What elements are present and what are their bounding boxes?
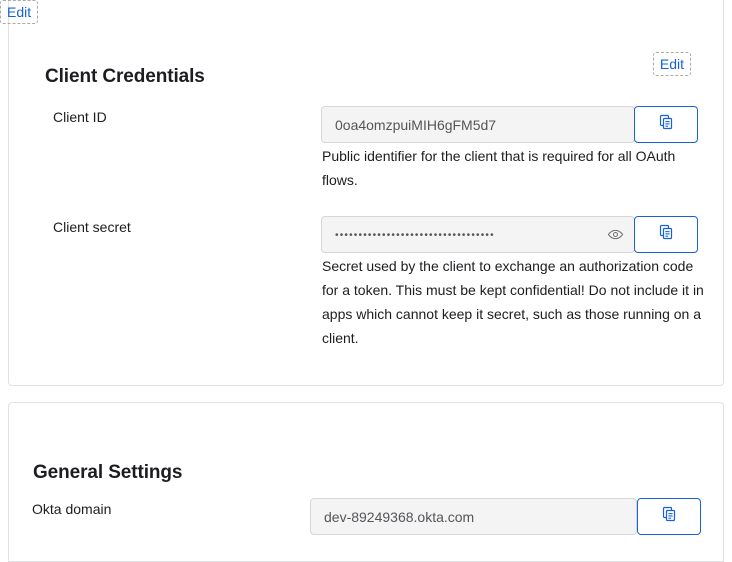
general-settings-card: [8, 402, 724, 562]
copy-icon: [661, 506, 677, 527]
card-divider: [0, 386, 732, 402]
copy-okta-domain-button[interactable]: [637, 498, 701, 535]
copy-icon: [658, 224, 674, 245]
client-id-label: Client ID: [53, 109, 107, 125]
edit-credentials-button[interactable]: Edit: [653, 52, 691, 76]
page-title: Client Credentials: [45, 65, 205, 87]
edit-general-settings-button[interactable]: Edit: [0, 0, 38, 24]
client-secret-value: ••••••••••••••••••••••••••••••••••: [335, 230, 495, 241]
okta-domain-input[interactable]: [310, 498, 637, 535]
client-secret-label: Client secret: [53, 219, 131, 235]
client-secret-input[interactable]: [321, 216, 635, 253]
okta-domain-label: Okta domain: [32, 501, 112, 517]
client-credentials-card: [8, 0, 724, 386]
copy-icon: [658, 114, 674, 135]
client-secret-help-text: Secret used by the client to exchange an authorization code for a token. This must be kept confidential! Do not include it in apps which cannot keep it secret, such as those running on a client.: [322, 258, 704, 346]
eye-icon[interactable]: [606, 226, 624, 244]
client-id-value: 0oa4omzpuiMIH6gFM5d7: [335, 116, 497, 133]
okta-domain-value: dev-89249368.okta.com: [324, 508, 475, 525]
copy-client-id-button[interactable]: [634, 106, 698, 143]
client-id-help-text: Public identifier for the client that is required for all OAuth flows.: [322, 148, 676, 188]
general-settings-title: General Settings: [33, 461, 183, 483]
client-id-input[interactable]: [321, 106, 635, 143]
copy-client-secret-button[interactable]: [634, 216, 698, 253]
